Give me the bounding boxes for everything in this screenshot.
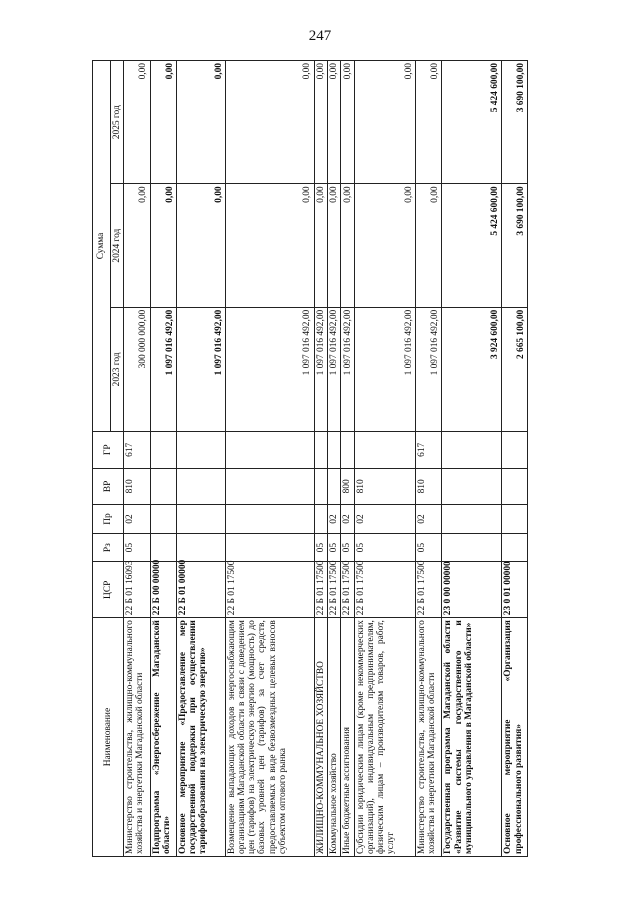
table-row [225, 61, 314, 857]
row-rz: 05 [124, 533, 150, 562]
row-name: Субсидии юридическим лицам (кроме некоммерческих организаций), индивидуальным предпринимателям, физическим лицам – производителям товаров, работ, услуг [354, 618, 415, 857]
row-2024: 0,00 [314, 184, 327, 307]
row-csr: 22 Б 01 17500 [341, 562, 354, 618]
page-number: 247 [308, 28, 332, 44]
table-row [341, 61, 354, 857]
row-2025: 0,00 [327, 61, 340, 184]
table-row [327, 61, 340, 857]
row-name: Основное мероприятие «Организация профессионального развития» [502, 618, 528, 857]
row-rz: 05 [341, 533, 354, 562]
row-rz [442, 533, 502, 562]
row-rz [150, 533, 176, 562]
row-2023: 1 097 016 492,00 [225, 307, 314, 431]
row-rz: 05 [327, 533, 340, 562]
row-csr: 22 Б 01 16093 [124, 562, 150, 618]
row-rz: 05 [354, 533, 415, 562]
row-name: Министерство строительства, жилищно-коммунального хозяйства и энергетики Магаданской области [124, 618, 150, 857]
row-2023: 1 097 016 492,00 [177, 307, 226, 431]
row-2024: 0,00 [354, 184, 415, 307]
row-csr: 22 Б 01 17500 [225, 562, 314, 618]
header-csr: ЦСР [93, 562, 124, 618]
row-csr: 22 Б 01 17500 [415, 562, 441, 618]
row-csr: 22 Б 01 17500 [327, 562, 340, 618]
row-pr: 02 [124, 505, 150, 534]
row-gr [177, 431, 226, 468]
row-name: Подпрограмма «Энергосбережение Магаданской области» [150, 618, 176, 857]
row-2025: 0,00 [124, 61, 150, 184]
row-vr: 800 [341, 468, 354, 505]
row-2025: 0,00 [341, 61, 354, 184]
row-csr: 23 0 00 00000 [442, 562, 502, 618]
row-name: Коммунальное хозяйство [327, 618, 340, 857]
header-2025: 2025 год [111, 61, 124, 184]
row-2025: 3 690 100,00 [502, 61, 528, 184]
row-2023: 2 665 100,00 [502, 307, 528, 431]
row-2024: 0,00 [415, 184, 441, 307]
table-row [150, 61, 176, 857]
header-rz: Рз [93, 533, 124, 562]
table-row [177, 61, 226, 857]
table-row [442, 61, 502, 857]
row-csr: 22 Б 00 00000 [150, 562, 176, 618]
row-vr [442, 468, 502, 505]
row-vr: 810 [354, 468, 415, 505]
row-2024: 0,00 [150, 184, 176, 307]
row-rz: 05 [314, 533, 327, 562]
budget-table [92, 60, 528, 857]
header-gr: ГР [93, 431, 124, 468]
row-gr [314, 431, 327, 468]
row-name: Иные бюджетные ассигнования [341, 618, 354, 857]
row-vr [327, 468, 340, 505]
row-2023: 3 924 600,00 [442, 307, 502, 431]
row-2024: 0,00 [124, 184, 150, 307]
row-vr [150, 468, 176, 505]
header-sum: Сумма [93, 61, 111, 432]
row-2024: 0,00 [341, 184, 354, 307]
row-gr: 617 [415, 431, 441, 468]
header-pr: Пр [93, 505, 124, 534]
row-gr [502, 431, 528, 468]
table-row [314, 61, 327, 857]
row-rz [177, 533, 226, 562]
row-csr: 23 0 01 00000 [502, 562, 528, 618]
table-row [502, 61, 528, 857]
row-pr [314, 505, 327, 534]
row-2024: 3 690 100,00 [502, 184, 528, 307]
row-vr: 810 [124, 468, 150, 505]
row-gr: 617 [124, 431, 150, 468]
row-2025: 0,00 [415, 61, 441, 184]
rotated-table-container [92, 60, 528, 857]
row-rz: 05 [415, 533, 441, 562]
row-2025: 0,00 [177, 61, 226, 184]
row-2024: 0,00 [177, 184, 226, 307]
row-pr: 02 [327, 505, 340, 534]
row-vr [502, 468, 528, 505]
row-2024: 5 424 600,00 [442, 184, 502, 307]
row-gr [341, 431, 354, 468]
row-2023: 1 097 016 492,00 [415, 307, 441, 431]
table-row [415, 61, 441, 857]
row-gr [354, 431, 415, 468]
row-vr [177, 468, 226, 505]
row-2025: 0,00 [225, 61, 314, 184]
row-gr [225, 431, 314, 468]
row-2025: 0,00 [150, 61, 176, 184]
row-2024: 0,00 [225, 184, 314, 307]
row-2023: 300 000 000,00 [124, 307, 150, 431]
row-pr [150, 505, 176, 534]
row-name: Основное мероприятие «Предоставление мер государственной поддержки при осуществлении тарифообразования на электрическую энергию» [177, 618, 226, 857]
header-2023: 2023 год [111, 307, 124, 431]
row-gr [442, 431, 502, 468]
row-pr [177, 505, 226, 534]
row-name: ЖИЛИЩНО-КОММУНАЛЬНОЕ ХОЗЯЙСТВО [314, 618, 327, 857]
header-name: Наименование [93, 618, 124, 857]
row-2023: 1 097 016 492,00 [150, 307, 176, 431]
row-rz [502, 533, 528, 562]
row-2023: 1 097 016 492,00 [327, 307, 340, 431]
row-pr: 02 [354, 505, 415, 534]
row-vr [314, 468, 327, 505]
table-row [354, 61, 415, 857]
header-2024: 2024 год [111, 184, 124, 307]
row-rz [225, 533, 314, 562]
row-name: Возмещение выпадающих доходов энергоснабжающим организациям Магаданской области в связи с доведением цен (тарифов) на электрическую энергию (мощность) до базовых уровней цен (тарифов) за счет средств, предоставляемых в виде безвозмездных целевых взносов субъектом оптового рынка [225, 618, 314, 857]
row-2025: 0,00 [314, 61, 327, 184]
row-gr [150, 431, 176, 468]
header-vr: ВР [93, 468, 124, 505]
row-vr: 810 [415, 468, 441, 505]
row-gr [327, 431, 340, 468]
row-pr: 02 [341, 505, 354, 534]
row-2024: 0,00 [327, 184, 340, 307]
row-2023: 1 097 016 492,00 [314, 307, 327, 431]
row-csr: 22 Б 01 00000 [177, 562, 226, 618]
row-name: Государственная программа Магаданской области «Развитие системы государственного и муниципального управления в Магаданской области» [442, 618, 502, 857]
table-row [124, 61, 150, 857]
row-csr: 22 Б 01 17500 [314, 562, 327, 618]
row-pr [225, 505, 314, 534]
row-2023: 1 097 016 492,00 [341, 307, 354, 431]
row-2023: 1 097 016 492,00 [354, 307, 415, 431]
row-2025: 0,00 [354, 61, 415, 184]
row-pr: 02 [415, 505, 441, 534]
row-pr [442, 505, 502, 534]
row-vr [225, 468, 314, 505]
row-2025: 5 424 600,00 [442, 61, 502, 184]
row-csr: 22 Б 01 17500 [354, 562, 415, 618]
row-pr [502, 505, 528, 534]
row-name: Министерство строительства, жилищно-коммунального хозяйства и энергетики Магаданской области [415, 618, 441, 857]
